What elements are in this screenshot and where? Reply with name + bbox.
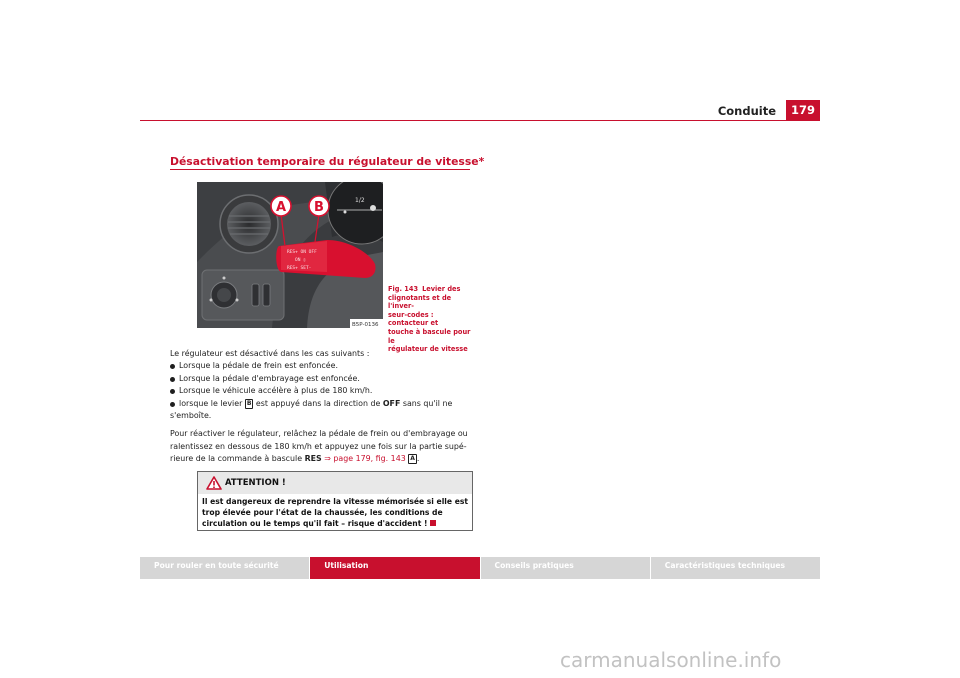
list-item: Lorsque la pédale de frein est enfoncée. — [170, 360, 472, 372]
gauge-label: 1/2 — [355, 197, 365, 204]
body-text — [170, 348, 472, 466]
intro-paragraph: Le régulateur est désactivé dans les cas suivants : — [170, 349, 370, 358]
tab-safety[interactable]: Pour rouler en toute sécurité — [140, 557, 309, 579]
figure-caption-label: Fig. 143 — [388, 285, 419, 293]
list-item: Lorsque le véhicule accélère à plus de 180 km/h. — [170, 385, 472, 397]
warning-title: ATTENTION ! — [225, 478, 286, 488]
warning-text-content: Il est dangereux de reprendre la vitesse mémorisée si elle est trop élevée pour l'état de la chaussée, les conditions de circulation ou le temps qu'il fait – risque d'accident ! — [202, 497, 469, 528]
paragraph-text: rieure de la commande à bascule — [170, 454, 303, 464]
end-of-section-mark — [430, 520, 436, 526]
figure-caption-line: touche à bascule pour le — [388, 327, 471, 345]
figure-cruise-control-lever — [197, 182, 383, 328]
svg-text:RES+ ON OFF: RES+ ON OFF — [287, 250, 317, 255]
list-item — [170, 398, 472, 410]
list-item: Lorsque la pédale d'embrayage est enfoncée. — [170, 373, 472, 385]
list-item-continuation: s'emboîte. — [170, 411, 212, 421]
dashboard-illustration — [197, 182, 383, 328]
reactivation-paragraph-line: ralentissez en dessous de 180 km/h et appuyez une fois sur la partie supé- — [170, 441, 467, 451]
reference-badge-b: B — [246, 399, 252, 407]
off-keyword: OFF — [382, 398, 401, 408]
tab-operation[interactable]: Utilisation — [310, 557, 479, 579]
heading-divider — [170, 169, 470, 170]
tab-technical-specs[interactable]: Caractéristiques techniques — [651, 557, 820, 579]
header-divider — [140, 120, 820, 121]
footer-nav — [140, 557, 820, 579]
warning-header — [198, 472, 472, 494]
section-heading: Désactivation temporaire du régulateur de vitesse* — [170, 155, 485, 168]
figure-caption-line: régulateur de vitesse — [388, 345, 468, 354]
list-item-text: lorsque le levier — [179, 398, 243, 408]
warning-text — [202, 497, 470, 529]
figure-caption — [388, 285, 474, 354]
watermark: carmanualsonline.info — [560, 648, 782, 672]
page-number: 179 — [786, 100, 820, 120]
callout-a: A — [275, 200, 287, 215]
list-item-text: est appuyé dans la direction de — [255, 398, 381, 408]
reactivation-paragraph-line — [170, 453, 472, 465]
list-item-text: sans qu'il ne — [402, 398, 453, 408]
callout-b: B — [314, 200, 324, 215]
figure-caption-line: seur-codes : contacteur et — [388, 310, 439, 328]
warning-triangle-icon — [206, 476, 222, 490]
res-keyword: RES — [304, 454, 322, 464]
reactivation-paragraph-line: Pour réactiver le régulateur, relâchez la pédale de frein ou d'embrayage ou — [170, 429, 468, 439]
figure-caption-line: Levier des — [422, 285, 461, 293]
paragraph-text: . — [416, 454, 420, 464]
svg-text:ON ▯: ON ▯ — [295, 258, 306, 263]
tab-practical-tips[interactable]: Conseils pratiques — [481, 557, 650, 579]
page-reference-link[interactable]: ⇒ page 179, fig. 143 — [324, 454, 406, 464]
stalk-label-res-set: RES+ SET- — [287, 266, 312, 271]
running-header-title: Conduite — [717, 104, 776, 118]
warning-box — [197, 471, 473, 531]
figure-image-code: B5P-0136 — [352, 322, 379, 328]
figure-caption-line: clignotants et de l'inver- — [388, 293, 452, 311]
reference-badge-a: A — [410, 455, 415, 463]
